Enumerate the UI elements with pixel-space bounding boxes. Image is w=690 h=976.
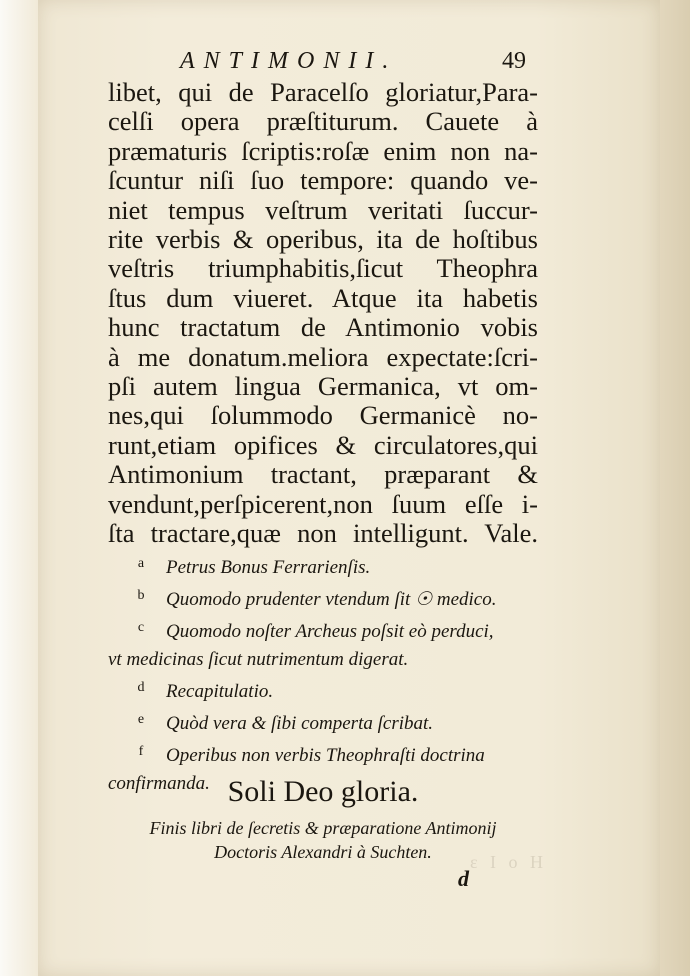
note-a — [108, 550, 538, 582]
body-line: vendunt,perſpicerent,non ſuum eſſe i- — [108, 489, 538, 519]
body-line: veſtris triumphabitis,ſicut Theophra — [108, 254, 538, 284]
note-mark: e — [137, 712, 145, 727]
body-line: pſi autem lingua Germanica, vt om- — [108, 372, 538, 402]
note-c-continuation: vt medicinas ſicut nutrimentum digerat. — [108, 649, 409, 670]
colophon-line: Finis libri de ſecretis & præparatione Antimonij — [149, 818, 497, 838]
note-e — [108, 706, 538, 738]
signature-mark: d — [458, 866, 469, 891]
note-f-continuation: confirmanda. — [108, 773, 210, 794]
body-line: hunc tractatum de Antimonio vobis — [108, 313, 538, 343]
body-line: rite verbis & operibus, ita de hoſtibus — [108, 225, 538, 255]
note-mark: b — [137, 588, 145, 603]
body-line: runt,etiam opifices & circulatores,qui — [108, 430, 538, 460]
body-line: præmaturis ſcriptis:roſæ enim non na- — [108, 136, 538, 166]
running-head: ANTIMONII. — [180, 48, 398, 74]
note-b — [108, 582, 538, 614]
note-d — [108, 674, 538, 706]
note-text: Recapitulatio. — [166, 681, 274, 702]
page-edge-right — [660, 0, 690, 976]
body-line: nes,qui ſolummodo Germanicè no- — [108, 401, 538, 431]
body-line: celſi opera præſtiturum. Cauete à — [108, 107, 538, 137]
note-text: Quomodo prudenter vtendum ſit ☉ medico. — [166, 589, 497, 610]
marginal-notes — [108, 550, 538, 798]
body-line: à me donatum.meliora expectate:ſcri- — [108, 342, 538, 372]
note-mark: c — [137, 620, 145, 635]
bleed-through-text: ε Ι ο Η — [470, 852, 548, 872]
note-mark: d — [137, 680, 145, 695]
body-line: libet, qui de Paracelſo gloriatur,Para- — [108, 78, 538, 107]
note-text: Quomodo noſter Archeus poſsit eò perduci, — [166, 621, 494, 642]
scan-margin-left — [0, 0, 38, 976]
note-text: Quòd vera & ſibi comperta ſcribat. — [166, 713, 434, 734]
note-mark: f — [138, 744, 144, 759]
body-line: ſta tractare,quæ non intelligunt. Vale. — [108, 519, 538, 549]
note-f — [108, 738, 538, 770]
body-line: Antimonium tractant, præparant & — [108, 460, 538, 490]
closing-doxology: Soli Deo gloria. — [227, 775, 419, 808]
body-line: niet tempus veſtrum veritati ſuccur- — [108, 195, 538, 225]
main-paragraph — [108, 78, 538, 549]
note-text: Petrus Bonus Ferrarienſis. — [166, 557, 371, 578]
note-c — [108, 614, 538, 646]
body-line: ſcuntur niſi ſuo tempore: quando ve- — [108, 166, 538, 196]
colophon-line: Doctoris Alexandri à Suchten. — [214, 842, 432, 862]
body-line: ſtus dum viueret. Atque ita habetis — [108, 283, 538, 313]
page-number: 49 — [502, 48, 526, 74]
note-text: Operibus non verbis Theophraſti doctrina — [166, 745, 485, 766]
note-mark: a — [137, 556, 145, 571]
